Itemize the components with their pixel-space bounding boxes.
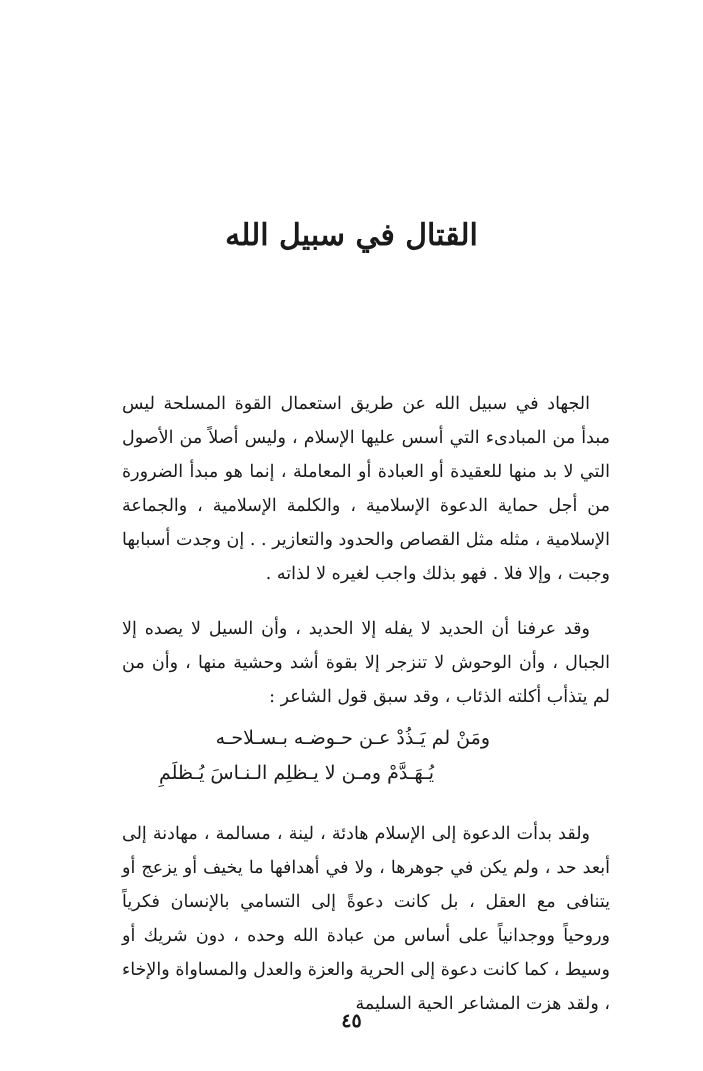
verse-line-2-text: يُـهَـدَّمْ ومـن لا يـظلِم الـنـاسَ يُـظلَمِ <box>159 762 434 784</box>
paragraph-2: وقد عرفنا أن الحديد لا يفله إلا الحديد ، وأن السيل لا يصده إلا الجبال ، وأن الوحوش لا تنزجر إلا بقوة أشد وحشية منها ، وأن من لم يتذأب أكلته الذئاب ، وقد سبق قول الشاعر : <box>122 619 610 707</box>
paragraph-1: الجهاد في سبيل الله عن طريق استعمال القوة المسلحة ليس مبدأ من المبادىء التي أسس عليها الإسلام ، وليس أصلاً من الأصول التي لا بد منها للعقيدة أو العبادة أو المعاملة ، إنما هو مبدأ الضرورة من أجل حماية الدعوة الإسلامية ، والكلمة الإسلامية ، والجماعة الإسلامية ، مثله مثل القصاص والحدود والتعازير . . إن وجدت أسبابها وجبت ، وإلا فلا . فهو بذلك واجب لغيره لا لذاته . <box>122 394 610 584</box>
verse-line-1 <box>122 727 610 749</box>
paragraph-3: ولقد بدأت الدعوة إلى الإسلام هادئة ، لينة ، مسالمة ، مهادنة إلى أبعد حد ، ولم يكن في جوهرها ، ولا في أهدافها ما يخيف أو يزعج أو يتنافى مع العقل ، بل كانت دعوةً إلى التسامي بالإنسان فكرياً وروحياً ووجدانياً على أساس من عبادة الله وحده ، دون شريك أو وسيط ، كما كانت دعوة إلى الحرية والعزة والعدل والمساواة والإخاء ، ولقد هزت المشاعر الحية السليمة <box>122 824 610 1014</box>
verse-line-1-text: ومَنْ لم يَـذُدْ عـن حـوضـه بـسـلاحـه <box>215 727 490 749</box>
verse-line-2 <box>122 762 610 784</box>
chapter-title: القتال في سبيل الله <box>225 218 478 253</box>
page-number: ٤٥ <box>341 1010 362 1032</box>
